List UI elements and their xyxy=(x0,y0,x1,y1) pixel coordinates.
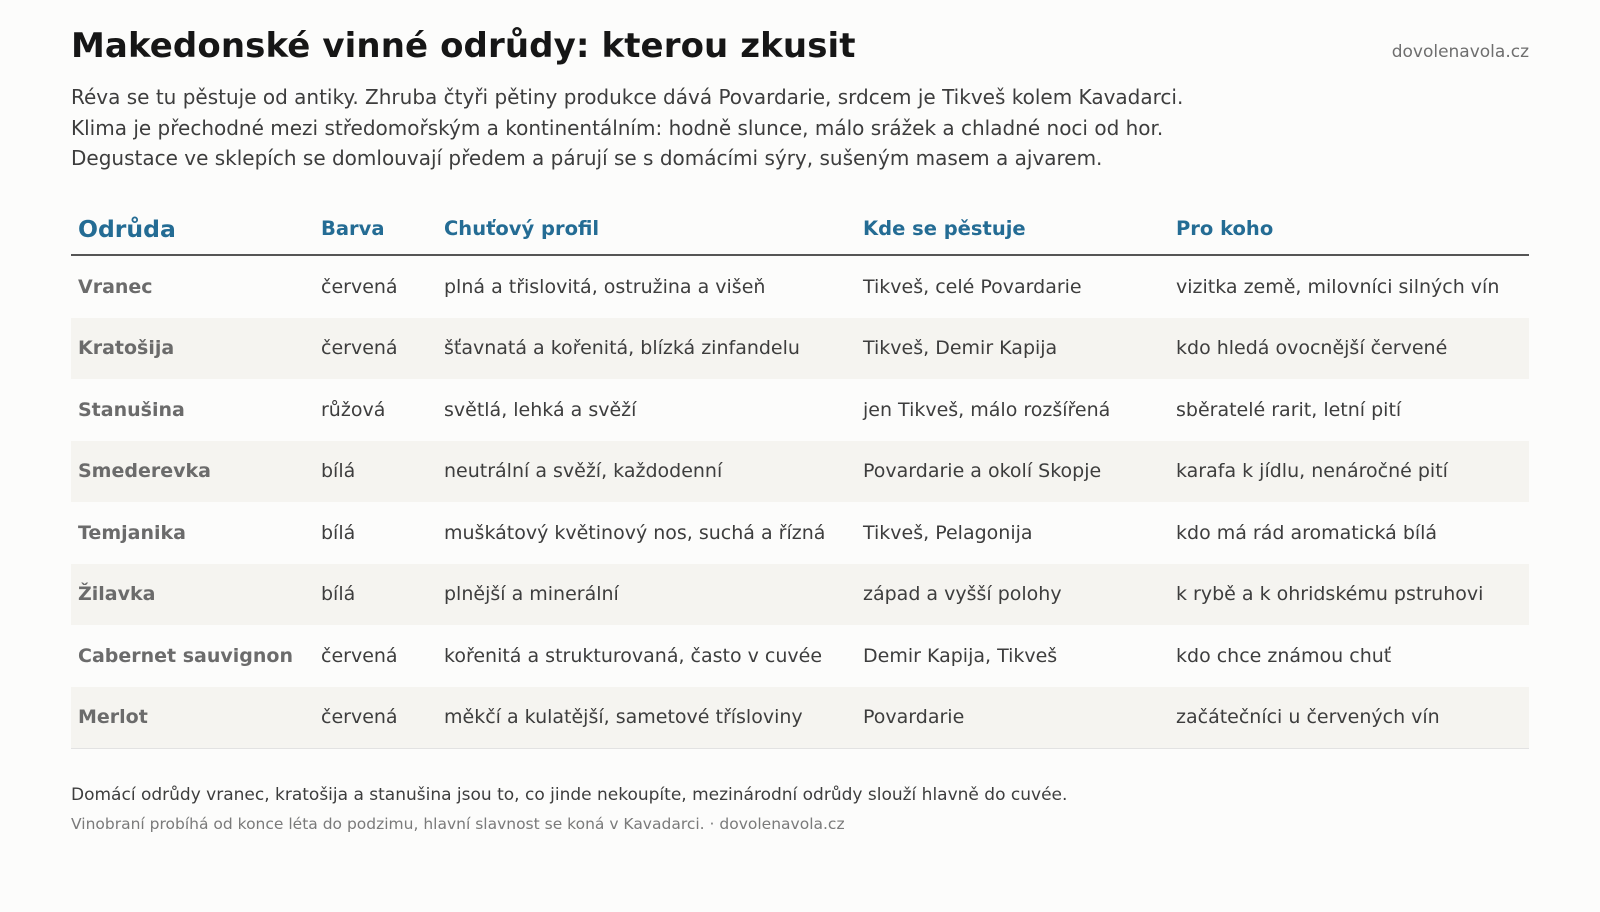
table-header-row xyxy=(71,203,1529,255)
variety-name: Vranec xyxy=(78,275,153,298)
source-note: Vinobraní probíhá od konce léta do podzimu, hlavní slavnost se koná v Kavadarci. · dovolenavola.cz xyxy=(71,815,845,833)
table-row xyxy=(71,318,1529,380)
grape-varieties-table xyxy=(71,203,1529,749)
table-row xyxy=(71,255,1529,318)
wine-color: červená xyxy=(314,318,437,380)
target-audience: kdo chce známou chuť xyxy=(1176,644,1392,667)
header-taste-profile: Chuťový profil xyxy=(437,203,856,255)
site-tag: dovolenavola.cz xyxy=(1391,42,1529,62)
growing-region: Tikveš, celé Povardarie xyxy=(863,275,1082,298)
header-color: Barva xyxy=(314,203,437,255)
wine-color: červená xyxy=(314,687,437,749)
variety-name: Cabernet sauvignon xyxy=(78,644,293,667)
table-row xyxy=(71,564,1529,626)
intro-line: Degustace ve sklepích se domlouvají předem a párují se s domácími sýry, sušeným masem a ajvarem. xyxy=(71,146,1103,170)
taste-profile: měkčí a kulatější, sametové třísloviny xyxy=(437,687,856,749)
target-audience: k rybě a k ohridskému pstruhovi xyxy=(1169,564,1529,626)
growing-region: Tikveš, Pelagonija xyxy=(863,521,1033,544)
intro-text xyxy=(71,82,1371,174)
target-audience: sběratelé rarit, letní pití xyxy=(1176,398,1402,421)
variety-name: Merlot xyxy=(71,687,314,749)
growing-region: jen Tikveš, málo rozšířená xyxy=(863,398,1111,421)
target-audience: kdo má rád aromatická bílá xyxy=(1176,521,1438,544)
table-row xyxy=(71,687,1529,749)
table-row xyxy=(71,441,1529,503)
intro-line: Réva se tu pěstuje od antiky. Zhruba čtyři pětiny produkce dává Povardarie, srdcem je Tikveš kolem Kavadarci. xyxy=(71,85,1184,109)
table-row xyxy=(71,502,1529,564)
variety-name: Kratošija xyxy=(71,318,314,380)
growing-region: Povardarie a okolí Skopje xyxy=(856,441,1169,503)
wine-color: bílá xyxy=(321,521,356,544)
variety-name: Stanušina xyxy=(78,398,185,421)
growing-region: západ a vyšší polohy xyxy=(856,564,1169,626)
taste-profile: plná a třislovitá, ostružina a višeň xyxy=(444,275,766,298)
target-audience: vizitka země, milovníci silných vín xyxy=(1176,275,1500,298)
wine-color: růžová xyxy=(321,398,386,421)
header-audience: Pro koho xyxy=(1169,203,1529,255)
wine-color: bílá xyxy=(314,441,437,503)
footnote: Domácí odrůdy vranec, kratošija a stanušina jsou to, co jinde nekoupíte, mezinárodní odrůdy slouží hlavně do cuvée. xyxy=(71,785,1068,805)
taste-profile: plnější a minerální xyxy=(437,564,856,626)
wine-color: bílá xyxy=(314,564,437,626)
target-audience: kdo hledá ovocnější červené xyxy=(1169,318,1529,380)
table-row xyxy=(71,625,1529,687)
variety-name: Temjanika xyxy=(78,521,186,544)
header-region: Kde se pěstuje xyxy=(856,203,1169,255)
taste-profile: šťavnatá a kořenitá, blízká zinfandelu xyxy=(437,318,856,380)
page-title: Makedonské vinné odrůdy: kterou zkusit xyxy=(71,26,856,66)
variety-name: Žilavka xyxy=(71,564,314,626)
header-variety: Odrůda xyxy=(71,203,314,255)
taste-profile: světlá, lehká a svěží xyxy=(444,398,637,421)
target-audience: začátečníci u červených vín xyxy=(1169,687,1529,749)
target-audience: karafa k jídlu, nenáročné pití xyxy=(1169,441,1529,503)
wine-color: červená xyxy=(321,644,398,667)
growing-region: Povardarie xyxy=(856,687,1169,749)
wine-color: červená xyxy=(321,275,398,298)
variety-name: Smederevka xyxy=(71,441,314,503)
taste-profile: kořenitá a strukturovaná, často v cuvée xyxy=(444,644,823,667)
intro-line: Klima je přechodné mezi středomořským a kontinentálním: hodně slunce, málo srážek a chladné noci od hor. xyxy=(71,115,1164,140)
taste-profile: neutrální a svěží, každodenní xyxy=(437,441,856,503)
table-row xyxy=(71,379,1529,441)
growing-region: Demir Kapija, Tikveš xyxy=(863,644,1058,667)
growing-region: Tikveš, Demir Kapija xyxy=(856,318,1169,380)
taste-profile: muškátový květinový nos, suchá a řízná xyxy=(444,521,826,544)
